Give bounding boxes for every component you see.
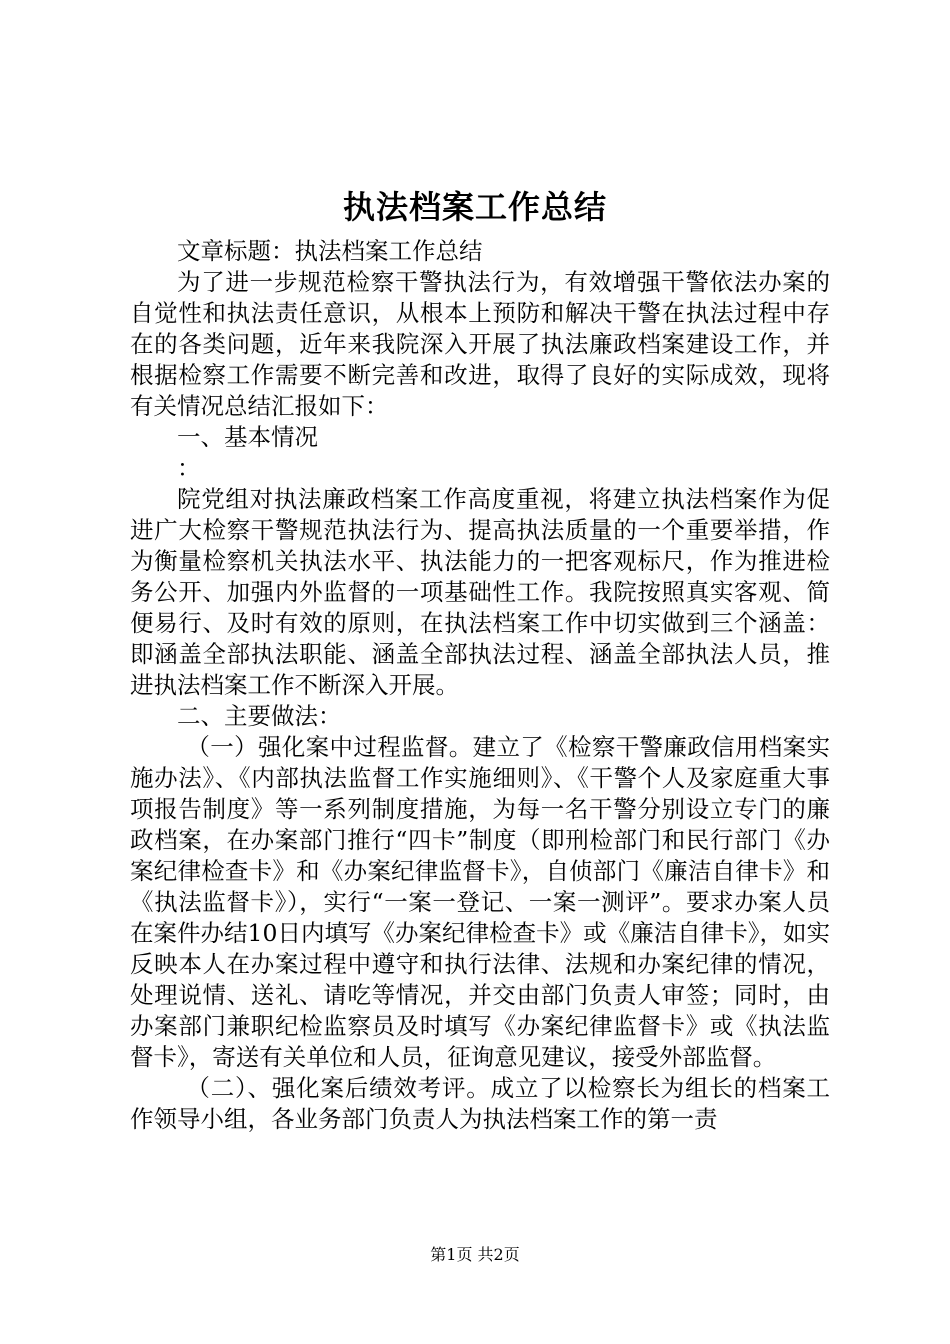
colon-line: ： (177, 454, 201, 482)
section-heading-methods: 二、主要做法： (177, 702, 342, 730)
method-two-paragraph: （二）、强化案后绩效考评。成立了以检察长为组长的档案工作领导小组，各业务部门负责人为执法档案工作的第一责 (130, 1074, 830, 1133)
basic-situation-paragraph: 院党组对执法廉政档案工作高度重视，将建立执法档案作为促进广大检察干警规范执法行为、提高执法质量的一个重要举措，作为衡量检察机关执法水平、执法能力的一把客观标尺，作为推进检务公开、加强内外监督的一项基础性工作。我院按照真实客观、简便易行、及时有效的原则，在执法档案工作中切实做到三个涵盖：即涵盖全部执法职能、涵盖全部执法过程、涵盖全部执法人员，推进执法档案工作不断深入开展。 (130, 485, 830, 699)
page-number-footer: 第1页 共2页 (430, 1245, 520, 1264)
intro-paragraph: 为了进一步规范检察干警执法行为，有效增强干警依法办案的自觉性和执法责任意识，从根本上预防和解决干警在执法过程中存在的各类问题，近年来我院深入开展了执法廉政档案建设工作，并根据检察工作需要不断完善和改进，取得了良好的实际成效，现将有关情况总结汇报如下： (130, 268, 830, 420)
article-title-line: 文章标题：执法档案工作总结 (177, 237, 483, 265)
section-heading-basic: 一、基本情况 (177, 423, 318, 451)
document-body (130, 236, 830, 1135)
method-one-paragraph: （一）强化案中过程监督。建立了《检察干警廉政信用档案实施办法》、《内部执法监督工作实施细则》、《干警个人及家庭重大事项报告制度》等一系列制度措施，为每一名干警分别设立专门的廉政档案，在办案部门推行“四卡”制度（即刑检部门和民行部门《办案纪律检查卡》和《办案纪律监督卡》，自侦部门《廉洁自律卡》和《执法监督卡》），实行“一案一登记、一案一测评”。要求办案人员在案件办结10日内填写《办案纪律检查卡》或《廉洁自律卡》，如实反映本人在办案过程中遵守和执行法律、法规和办案纪律的情况，处理说情、送礼、请吃等情况，并交由部门负责人审签；同时，由办案部门兼职纪检监察员及时填写《办案纪律监督卡》或《执法监督卡》，寄送有关单位和人员，征询意见建议，接受外部监督。 (130, 733, 830, 1071)
page-title: 执法档案工作总结 (342, 188, 607, 226)
